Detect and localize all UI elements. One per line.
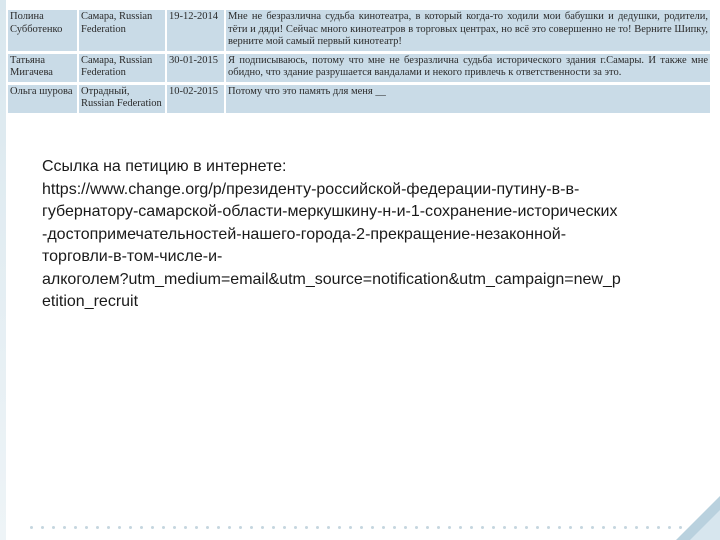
footer-dot (547, 526, 550, 529)
footer-dot (184, 526, 187, 529)
footer-dot (558, 526, 561, 529)
signature-date: 30-01-2015 (166, 52, 225, 83)
footer-decoration (30, 520, 690, 534)
signature-date: 19-12-2014 (166, 10, 225, 52)
signer-location: Самара, Russian Federation (78, 10, 166, 52)
footer-dot (448, 526, 451, 529)
signer-name: Татьяна Мигачева (8, 52, 78, 83)
footer-dot (525, 526, 528, 529)
signer-comment: Потому что это память для меня __ (225, 83, 710, 114)
footer-dot (283, 526, 286, 529)
footer-dot (261, 526, 264, 529)
signer-location: Самара, Russian Federation (78, 52, 166, 83)
footer-dot (118, 526, 121, 529)
footer-dot (96, 526, 99, 529)
petition-url-line[interactable]: https://www.change.org/p/президенту-российской-федерации-путину-в-в- (42, 180, 580, 198)
footer-dot (140, 526, 143, 529)
table-row (8, 83, 710, 114)
signature-date: 10-02-2015 (166, 83, 225, 114)
footer-dot (272, 526, 275, 529)
footer-dot (635, 526, 638, 529)
footer-dot (41, 526, 44, 529)
petition-url-line[interactable]: алкоголем?utm_medium=email&utm_source=notification&utm_campaign=new_p (42, 270, 621, 288)
footer-dot (107, 526, 110, 529)
footer-dot (393, 526, 396, 529)
table-row (8, 10, 710, 52)
signer-location: Отрадный, Russian Federation (78, 83, 166, 114)
footer-dot (470, 526, 473, 529)
footer-dot (646, 526, 649, 529)
footer-dot (52, 526, 55, 529)
footer-dot (327, 526, 330, 529)
petition-url-line[interactable]: -достопримечательностей-нашего-города-2-прекращение-незаконной- (42, 225, 567, 243)
footer-dot (591, 526, 594, 529)
footer-dot (415, 526, 418, 529)
footer-dot (668, 526, 671, 529)
petition-link-block (42, 156, 702, 314)
signer-name: Ольга шурова (8, 83, 78, 114)
petition-url-line[interactable]: торговли-в-том-числе-и- (42, 248, 223, 265)
footer-dot (338, 526, 341, 529)
footer-dot (239, 526, 242, 529)
footer-dot (217, 526, 220, 529)
footer-dot (305, 526, 308, 529)
footer-dot (536, 526, 539, 529)
signer-comment: Мне не безразлична судьба кинотеатра, в который когда-то ходили мои бабушки и дедушки, родители, тёти и дяди! Сейчас много кинотеатров в торговых центрах, но всё это совершенно не то! Верните Шипку, верните мой самый первый кинотеатр! (225, 10, 710, 52)
table-row (8, 52, 710, 83)
footer-dot (228, 526, 231, 529)
footer-dot (63, 526, 66, 529)
petition-caption: Ссылка на петицию в интернете: (42, 158, 287, 175)
footer-dot (349, 526, 352, 529)
footer-dot (85, 526, 88, 529)
footer-dot (371, 526, 374, 529)
footer-dot (426, 526, 429, 529)
footer-dot (657, 526, 660, 529)
footer-dot (492, 526, 495, 529)
signatures-table (8, 10, 710, 116)
footer-dot (206, 526, 209, 529)
footer-dot (294, 526, 297, 529)
footer-dot (162, 526, 165, 529)
petition-url-line[interactable]: etition_recruit (42, 293, 139, 310)
footer-dot (514, 526, 517, 529)
page-curl-highlight (690, 510, 720, 540)
slide-left-border (0, 0, 6, 540)
footer-dot (30, 526, 33, 529)
footer-dot (74, 526, 77, 529)
footer-dot (404, 526, 407, 529)
footer-dot (316, 526, 319, 529)
footer-dot (173, 526, 176, 529)
footer-dot (360, 526, 363, 529)
footer-dot (151, 526, 154, 529)
footer-dot (437, 526, 440, 529)
footer-dot (481, 526, 484, 529)
petition-url-line[interactable]: губернатору-самарской-области-меркушкину-н-и-1-сохранение-исторических (42, 203, 618, 220)
footer-dot (569, 526, 572, 529)
footer-dot (250, 526, 253, 529)
footer-dot (624, 526, 627, 529)
footer-dot (613, 526, 616, 529)
footer-dot (195, 526, 198, 529)
footer-dot (580, 526, 583, 529)
footer-dot (459, 526, 462, 529)
signer-name: Полина Субботенко (8, 10, 78, 52)
signer-comment: Я подписываюсь, потому что мне не безразлична судьба исторического здания г.Самары. И также мне обидно, что здание разрушается вандалами и некого привлечь к ответственности за это. (225, 52, 710, 83)
footer-dot (503, 526, 506, 529)
footer-dot (602, 526, 605, 529)
footer-dot (382, 526, 385, 529)
footer-dot (129, 526, 132, 529)
